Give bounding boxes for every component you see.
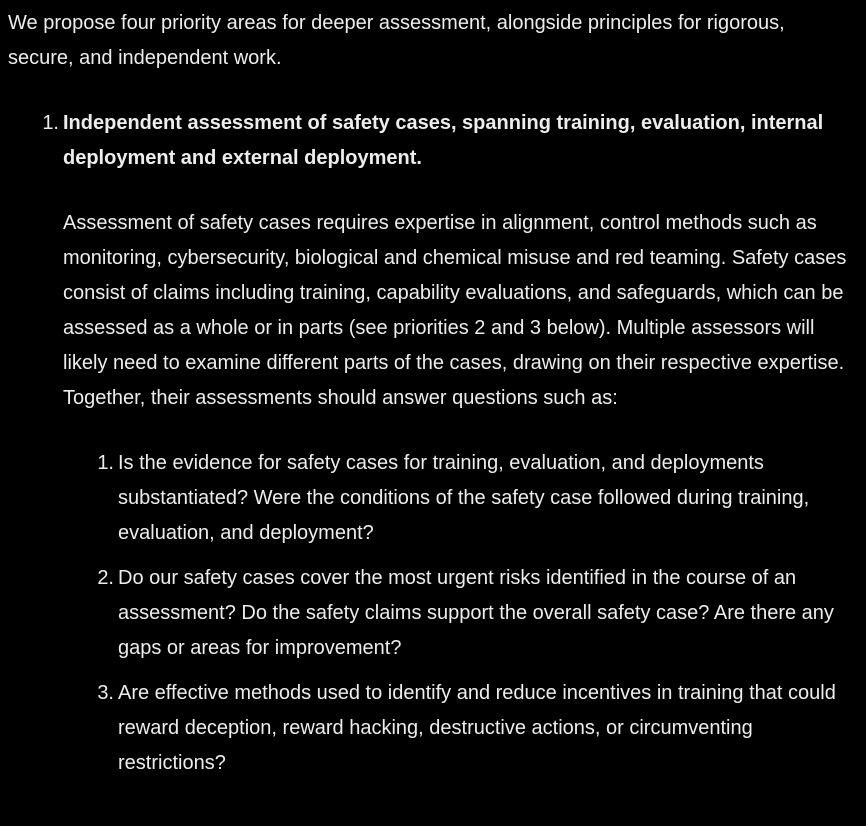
priority-item: [8, 106, 858, 781]
question-number: 1.: [97, 452, 114, 474]
priority-heading: Independent assessment of safety cases, spanning training, evaluation, internal deployment and external deployment.: [63, 112, 824, 169]
question-list: [63, 446, 858, 781]
question-text: Are effective methods used to identify and reduce incentives in training that could reward deception, reward hacking, destructive actions, or circumventing restrictions?: [118, 682, 836, 774]
question-number: 2.: [97, 567, 114, 589]
question-text: Is the evidence for safety cases for training, evaluation, and deployments substantiated? Were the conditions of the safety case followed during training, evaluation, and deployment?: [118, 452, 810, 544]
question-number: 3.: [97, 682, 114, 704]
intro-paragraph: We propose four priority areas for deeper assessment, alongside principles for rigorous, secure, and independent work.: [8, 12, 785, 69]
question-text: Do our safety cases cover the most urgent risks identified in the course of an assessment? Do the safety claims support the overall safety case? Are there any gaps or areas for improvement?: [118, 567, 834, 659]
priority-paragraph: Assessment of safety cases requires expertise in alignment, control methods such as monitoring, cybersecurity, biological and chemical misuse and red teaming. Safety cases consist of claims including training, capability evaluations, and safeguards, which can be assessed as a whole or in parts (see priorities 2 and 3 below). Multiple assessors will likely need to examine different parts of the cases, drawing on their respective expertise. Together, their assessments should answer questions such as:: [63, 212, 847, 409]
document-body: [8, 6, 858, 791]
question-item: [63, 561, 858, 666]
question-item: [63, 676, 858, 781]
priority-list: [8, 106, 858, 781]
question-item: [63, 446, 858, 551]
priority-number: 1.: [42, 112, 59, 134]
